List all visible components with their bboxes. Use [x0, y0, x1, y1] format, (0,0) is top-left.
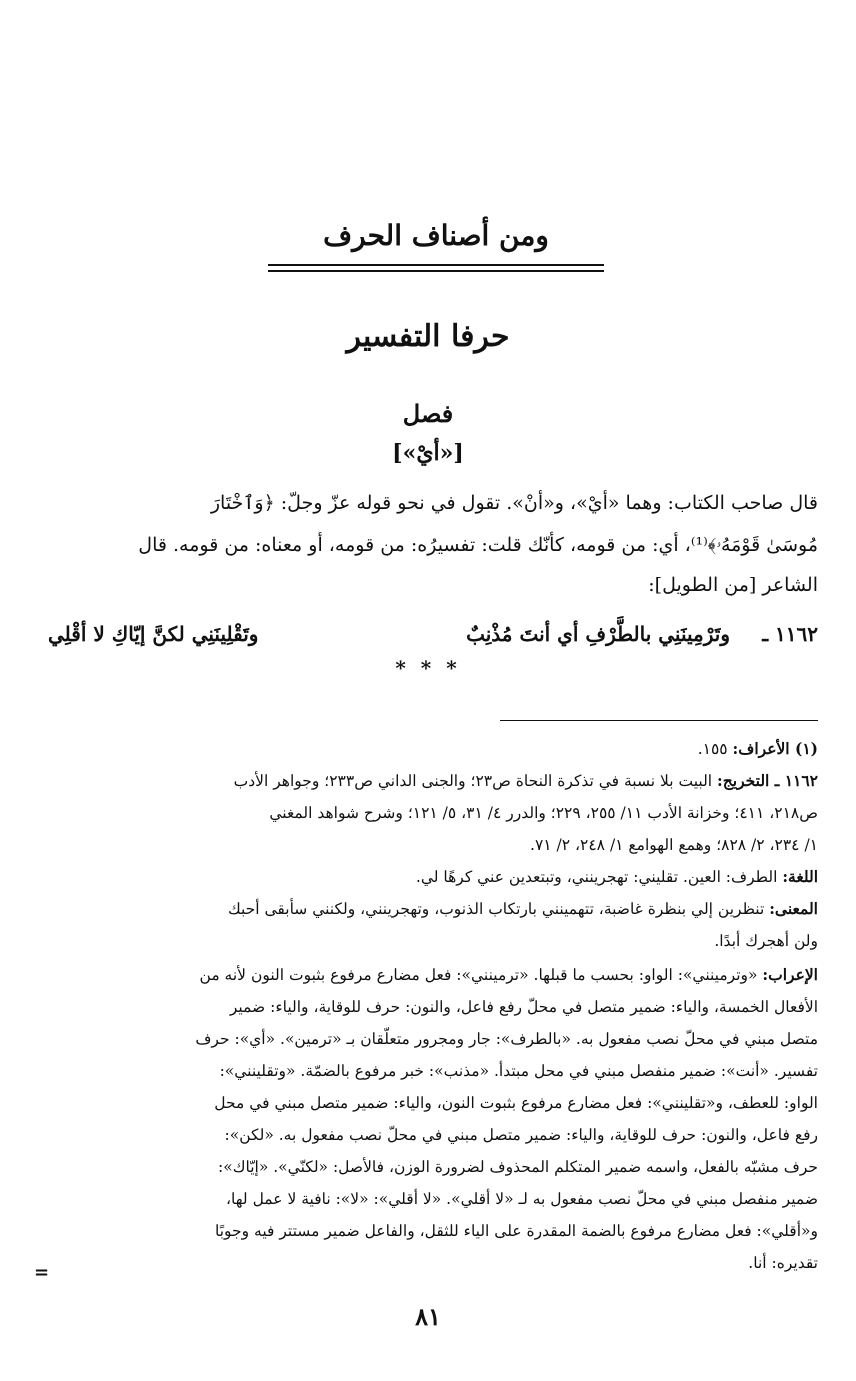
footnote-text: البيت بلا نسبة في تذكرة النحاة ص٢٣؛ والجنى الداني ص٢٣٣؛ وجواهر الأدب — [233, 772, 718, 790]
footnote-text: ١٥٥. — [697, 740, 733, 758]
footnote-text: «وترمينني»: الواو: بحسب ما قبلها. «ترمينني»: فعل مضارع مرفوع بثبوت النون لأنه من — [199, 966, 763, 984]
footnote-text: ولن أهجرك أبدًا. — [714, 932, 818, 950]
verse-second-hemistich: وتَقْلِينَنِي لكنَّ إيّاكِ لا أقْلِي — [48, 622, 259, 646]
body-line: قال صاحب الكتاب: وهما «أيْ»، و«أنْ». تقول في نحو قوله عزّ وجلّ: ﴿وَٱخْتَارَ — [210, 492, 818, 514]
footnote-text: رفع فاعل، والنون: حرف للوقاية، والياء: ضمير متصل مبني في محلّ نصب مفعول به. «لكن»: — [224, 1126, 818, 1144]
margin-mark: = — [34, 1262, 50, 1283]
footnote-lead: (١) الأعراف: — [732, 739, 818, 758]
body-line: مُوسَىٰ قَوْمَهُۥ﴾⁽¹⁾، أي: من قومه، كأنّك قلت: تفسيرُه: من قومه، أو معناه: من قومه. قال — [138, 534, 818, 556]
footnote-rule — [500, 720, 818, 721]
footnote-text: الأفعال الخمسة، والياء: ضمير متصل في محلّ رفع فاعل، والنون: حرف للوقاية، والياء: ضمير — [229, 998, 818, 1016]
footnote-line — [48, 1248, 818, 1278]
footnote-lead: اللغة: — [782, 867, 818, 886]
footnote-text: ١/ ٢٣٤، ٢/ ٨٢٨؛ وهمع الهوامع ١/ ٢٤٨، ٢/ ٧١. — [530, 836, 818, 854]
footnote-text: الواو: للعطف، و«تقلينني»: فعل مضارع مرفوع بثبوت النون، والياء: ضمير متصل مبني في محل — [214, 1094, 818, 1112]
section-separator: * * * — [395, 656, 461, 680]
verse-first-hemistich: وتَرْمِينَنِي بالطَّرْفِ أي أنتَ مُذْنِبٌ — [466, 622, 730, 646]
footnote-line — [48, 1184, 818, 1214]
footnote-line — [48, 992, 818, 1022]
footnote-line — [48, 734, 818, 764]
footnote-text: تفسير. «أنت»: ضمير منفصل مبني في محل مبتدأ. «مذنب»: خبر مرفوع بالضمّة. «وتقلينني»: — [219, 1062, 818, 1080]
footnote-text: ص٢١٨، ٤١١؛ وخزانة الأدب ١١/ ٢٥٥، ٢٢٩؛ والدرر ٤/ ٣١، ٥/ ١٢١؛ وشرح شواهد المغني — [269, 804, 818, 822]
verse-number: ١١٦٢ ـ — [762, 622, 818, 646]
footnote-line — [48, 1056, 818, 1086]
footnote-line — [48, 830, 818, 860]
footnote-lead: الإعراب: — [762, 965, 818, 984]
footnote-text: تقديره: أنا. — [748, 1254, 818, 1272]
footnote-text: ضمير منفصل مبني في محلّ نصب مفعول به لـ «لا أقلي». «لا أقلي»: «لا»: نافية لا عمل لها، — [226, 1190, 818, 1208]
title-rule-bottom — [268, 270, 604, 272]
footnote-text: متصل مبني في محلّ نصب مفعول به. «بالطرف»: جار ومجرور متعلّقان بـ «ترمين». «أي»: حرف — [195, 1030, 818, 1048]
fasl-heading: فصل — [402, 399, 454, 428]
footnote-line — [48, 766, 818, 796]
footnote-line — [48, 1120, 818, 1150]
footnote-lead: المعنى: — [769, 899, 818, 918]
title-rule-top — [268, 264, 604, 266]
footnote-line — [48, 1088, 818, 1118]
footnote-text: حرف مشبّه بالفعل، واسمه ضمير المتكلم المحذوف لضرورة الوزن، فالأصل: «لكنّي». «إيّاك»: — [218, 1158, 818, 1176]
page-number: ٨١ — [415, 1302, 441, 1331]
footnote-line — [48, 960, 818, 990]
body-line: الشاعر [من الطويل]: — [648, 574, 818, 596]
footnote-text: تنظرين إلي بنظرة غاضبة، تتهمينني بارتكاب الذنوب، وتهجرينني، ولكنني سأبقى أحبك — [227, 900, 770, 918]
footnote-text: الطرف: العين. تقليني: تهجرينني، وتبتعدين عني كرهًا لي. — [415, 868, 783, 886]
footnote-line — [48, 798, 818, 828]
footnote-line — [48, 862, 818, 892]
footnote-lead: ١١٦٢ ـ التخريج: — [717, 771, 818, 790]
section-title: حرفا التفسير — [346, 319, 510, 354]
footnote-line — [48, 1152, 818, 1182]
footnote-line — [48, 926, 818, 956]
chapter-title: ومن أصناف الحرف — [323, 219, 549, 252]
footnote-line — [48, 1216, 818, 1246]
footnote-line — [48, 1024, 818, 1054]
footnote-line — [48, 894, 818, 924]
subheading: [«أيْ»] — [392, 440, 464, 466]
footnote-text: و«أقلي»: فعل مضارع مرفوع بالضمة المقدرة على الياء للثقل، والفاعل ضمير مستتر فيه وجوبًا — [215, 1222, 818, 1240]
